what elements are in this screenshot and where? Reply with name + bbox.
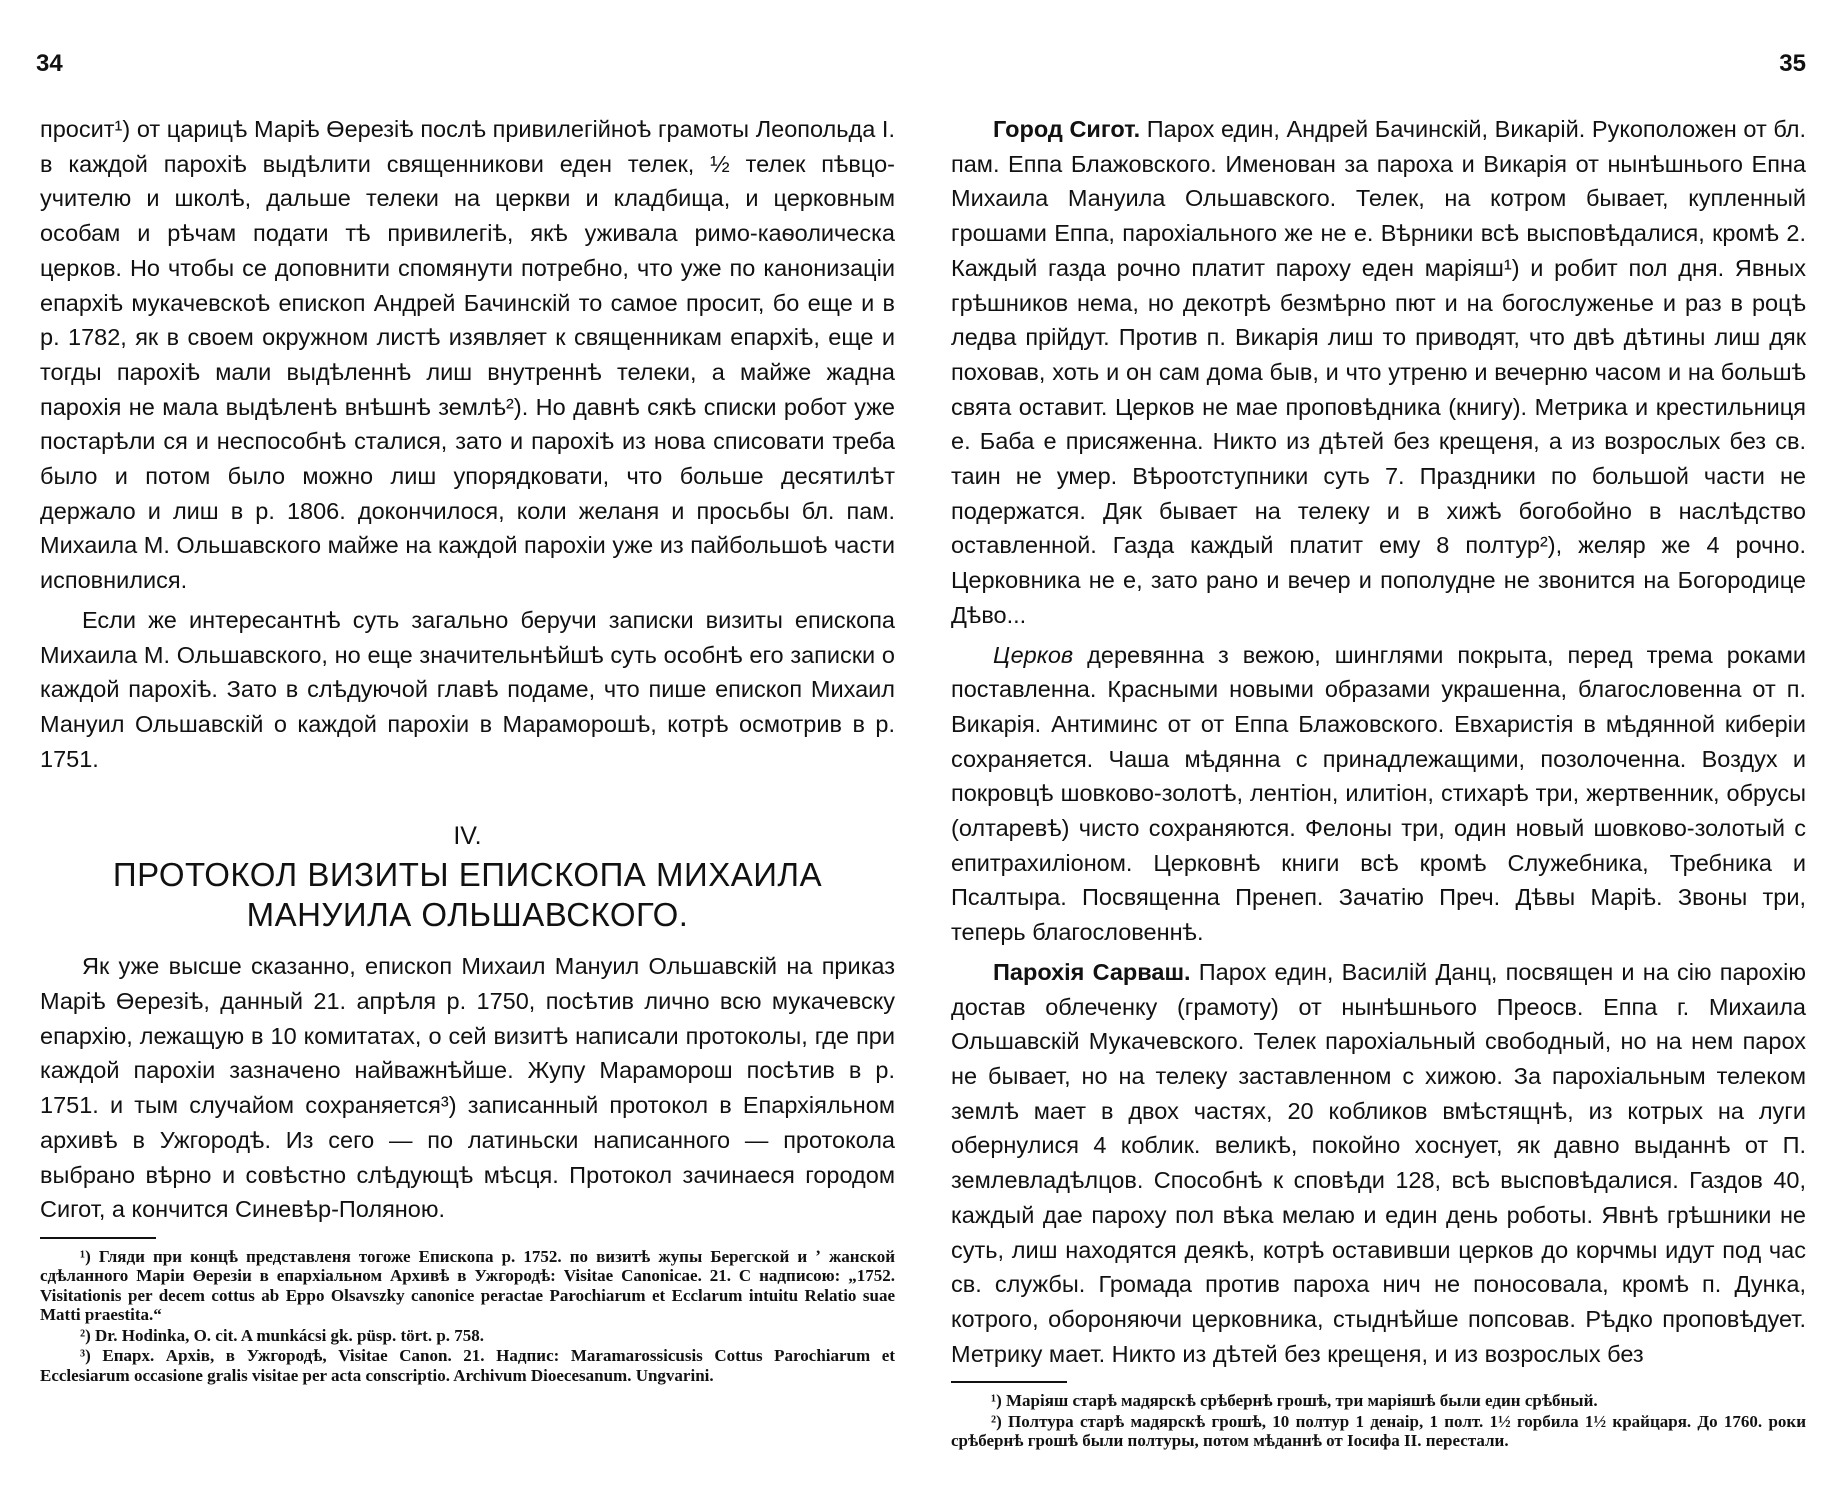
paragraph [951, 112, 1806, 633]
footnote: ³) Епарх. Архів, в Ужгородѣ, Visitae Canon. 21. Надпис: Maramarossicusis Cottus Parochiarum et Ecclesiarum occasione gralis visitae per acta conscriptio. Archivum Dioecesanum. Ungvarini. [40, 1346, 895, 1385]
footnote: ²) Полтура старѣ мадярскѣ грошѣ, 10 полтур 1 денаір, 1 полт. 1½ горбила 1½ крайцаря. До 1760. роки срѣбернѣ грошѣ были полтуры, потом мѣданнѣ от Іосифа ІІ. перестали. [951, 1411, 1806, 1451]
footnote: ²) Dr. Hodinka, O. cit. A munkácsi gk. püsp. tört. p. 758. [80, 1325, 485, 1345]
footnote-rule [40, 1237, 156, 1239]
footnotes [40, 1247, 895, 1386]
paragraph-lead: Церков [993, 641, 1074, 668]
footnote-rule [951, 1381, 1067, 1383]
right-page [923, 0, 1846, 1500]
footnote: ¹) Маріяш старѣ мадярскѣ срѣбернѣ грошѣ, три маріяшѣ были един срѣбный. [991, 1391, 1598, 1411]
footnotes [951, 1391, 1806, 1451]
page-number: 34 [36, 50, 63, 77]
right-body [951, 112, 1806, 1451]
paragraph-lead: Город Сигот. [993, 116, 1141, 142]
paragraph: Як уже высше сказанно, епископ Михаил Мануил Ольшавскій на приказ Маріѣ Өерезіѣ, данный 21. апрѣля р. 1750, посѣтив лично всю мукачевску епархію, лежащую в 10 комитатах, о сей визитѣ написали протоколы, где при каждой парохіи зазначено найважнѣйше. Жупу Мараморош посѣтив в р. 1751. и тым случайом сохраняется³) записанный протокол в Епархіяльном архивѣ в Ужгородѣ. Из сего — по латиньски написанного — протокола выбрано вѣрно и совѣстно слѣдующѣ мѣсця. Протокол зачинаеся городом Сигот, а кончится Синевѣр-Поляною. [40, 953, 895, 1223]
footnote: ¹) Гляди при концѣ представленя тогоже Епископа р. 1752. по визитѣ жупы Берегской и ʼ жанской сдѣланного Маріи Өерезіи в епархіальном Архивѣ в Ужгородѣ: Visitae Canonicae. 21. С надписою: „1752. Visitationis per decem cottus ab Eppo Olsavszky canonice peractae Parochiarum et Ecclarum intuitu Relatio suae Matti praestita.“ [40, 1246, 895, 1325]
paragraph: просит¹) от царицѣ Маріѣ Өерезіѣ послѣ привилегійноѣ грамоты Леопольда І. в каждой парохіѣ выдѣлити священникови еден телек, ½ телек пѣвцо-учителю и школѣ, дальше телеки на церкви и кладбища, и церковным особам и рѣчам подати тѣ привилегіѣ, якѣ уживала римо-каѳолическа церков. Но чтобы се доповнити спомянути потребно, что уже по канонизаціи епархіѣ мукачевскоѣ епископ Андрей Бачинскій то самое просит, бо еще и в р. 1782, як в своем окружном листѣ изявляет к священникам епархіѣ, еще и тогды парохіѣ мали выдѣленнѣ лиш внутреннѣ телеки, а майже жадна парохія не мала выдѣленѣ внѣшнѣ землѣ²). Но давнѣ сякѣ списки робот уже постарѣли ся и неспособнѣ сталися, зато и парохіѣ из нова списовати треба было и потом было можно лиш упорядковати, что больше десятилѣт держало и лиш в р. 1806. докончилося, коли желаня и просьбы бл. пам. Михаила М. Ольшавского майже на каждой парохіи уже из пайбольшоѣ части исповнилися. [40, 116, 895, 594]
paragraph-lead: Парохія Сарваш. [993, 958, 1191, 985]
chapter-number: IV. [453, 822, 482, 851]
paragraph-text: Парох един, Андрей Бачинскій, Викарій. Рукоположен от бл. пам. Еппа Блажовского. Именован за пароха и Викарія от нынѣшнього Епна Михаила Мануила Ольшавского. Телек, на котром бывает, купленный грошами Еппа, парохіального же не е. Вѣрники всѣ высповѣдалися, кромѣ 2. Каждый газда рочно платит пароху еден маріяш¹) и робит пол дня. Явных грѣшников нема, но декотрѣ безмѣрно пют и на богослуженье и раз в роцѣ ледва прійдут. Против п. Викарія лиш то приводят, что двѣ дѣтины лиш дяк поховав, хоть и он сам дома быв, и что утреню и вечерню часом и на большѣ свята оставит. Церков не мае проповѣдника (книгу). Метрика и крестильниця е. Баба е присяженна. Никто из дѣтей без крещеня, а из возрослых без св. таин не умер. Вѣроотступники суть 7. Праздники по большой части не подержатся. Дяк бывает на телеку и в хижѣ богобойно в наслѣдство оставленной. Газда каждый платит ему 8 полтур²), желяр же 4 рочно. Церковника не е, зато рано и вечер и пополудне не звонится на Богородице Дѣво... [951, 116, 1806, 628]
paragraph [951, 955, 1806, 1371]
paragraph-text: Парох един, Василій Данц, посвящен и на сію парохію достав облеченку (грамоту) от нынѣшнього Преосв. Еппа г. Михаила Ольшавскій Мукачевского. Телек парохіальный свободный, но на нем парох не бывает, но на телеку заставленном с хижою. За парохіальным телеком землѣ мает в двох частях, 20 кобликов вмѣстящнѣ, из котрых на луги обернулися 4 коблик. великѣ, покойно хоснует, як давно выданнѣ от П. землевладѣлцов. Способнѣ к сповѣди 128, всѣ высповѣдалися. Газдов 40, каждый дае пароху пол вѣка мелаю и един день роботы. Явнѣ грѣшники не суть, лиш находятся деякѣ, котрѣ оставивши церков до корчмы идут под час св. службы. Громада против пароха нич не поносовала, кромѣ п. Дунка, котрого, обороняючи церковника, стыднѣйше попсовав. Рѣдко проповѣдует. Метрику мает. Никто из дѣтей без крещеня, и из возрослых без [951, 958, 1806, 1367]
paragraph: Если же интересантнѣ суть загально беручи записки визиты епископа Михаила М. Ольшавского, но еще значительнѣйшѣ суть особнѣ его записки о каждой парохіѣ. Зато в слѣдуючой главѣ подаме, что пише епископ Михаил Мануил Ольшавскій о каждой парохіи в Мараморошѣ, котрѣ осмотрив в р. 1751. [40, 606, 895, 772]
page-number: 35 [1779, 50, 1806, 77]
paragraph [951, 638, 1806, 950]
left-body [40, 112, 895, 1385]
paragraph-text: деревянна з вежою, шинглями покрыта, перед трема роками поставленна. Красными новыми образами украшенна, благословенна от п. Викарія. Антиминс от от Еппа Блажовского. Евхаристія в мѣдянной киберіи сохраняется. Чаша мѣдянна с принадлежащими, позолоченна. Воздух и покровцѣ шовково-золотѣ, лентіон, илитіон, стихарѣ три, жертвенник, обрусы (олтаревѣ) чисто сохраняются. Фелоны три, один новый шовково-золотый с епитрахиліоном. Церковнѣ книги всѣ кромѣ Служебника, Требника и Псалтыра. Посвященна Пренеп. Зачатію Преч. Дѣвы Маріѣ. Звоны три, теперь благословеннѣ. [951, 641, 1806, 946]
chapter-title: ПРОТОКОЛ ВИЗИТЫ ЕПИСКОПА МИХАИЛА МАНУИЛА ОЛЬШАВСКОГО. [112, 856, 823, 934]
